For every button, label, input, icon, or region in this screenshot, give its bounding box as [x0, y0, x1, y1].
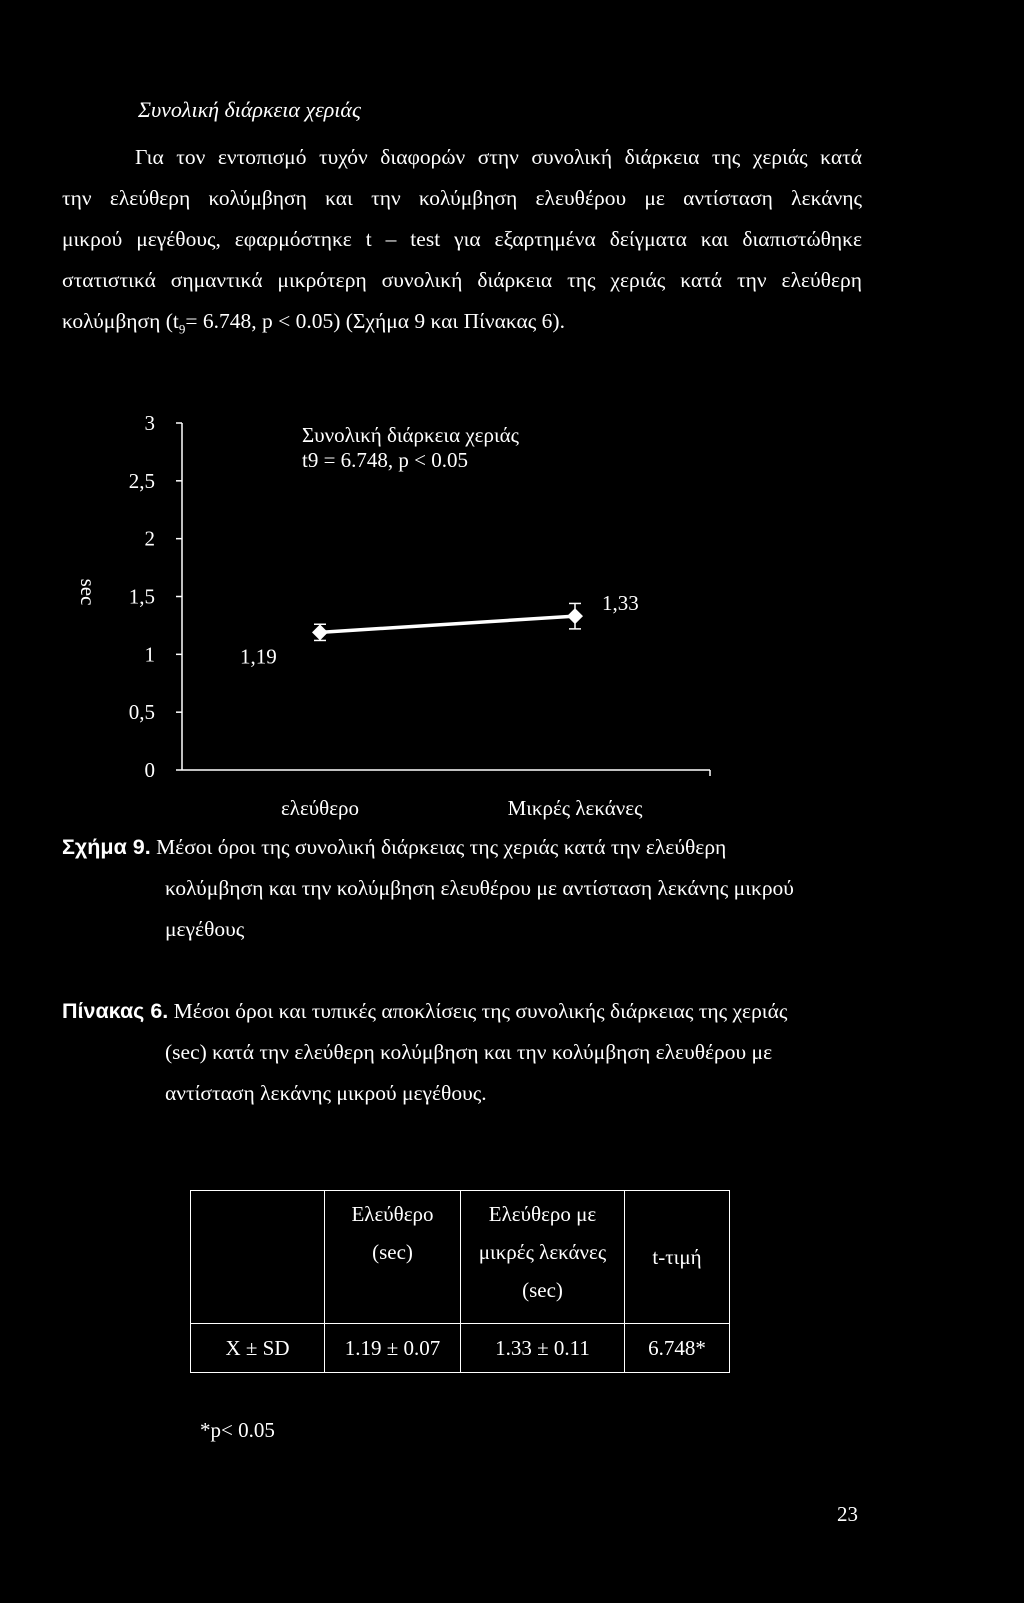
series-line [320, 616, 575, 632]
data-label: 1,33 [602, 591, 639, 616]
y-tick-label: 3 [144, 411, 155, 435]
y-tick-group [129, 411, 182, 782]
x-category-label: Μικρές λεκάνες [507, 796, 643, 820]
header-basins-cell: Ελεύθερο με μικρές λεκάνες (sec) [461, 1191, 625, 1324]
t-subscript: 9 [178, 321, 186, 337]
row-t-cell: 6.748* [625, 1324, 730, 1373]
header-free-cell: Ελεύθερο (sec) [325, 1191, 461, 1324]
row-label-cell: X ± SD [191, 1324, 325, 1373]
chart-marks [240, 591, 643, 820]
body-paragraph [62, 137, 862, 349]
table-footnote: *p< 0.05 [200, 1418, 275, 1442]
y-tick-label: 0 [144, 758, 155, 782]
results-table [190, 1190, 730, 1373]
page-number: 23 [837, 1502, 858, 1526]
y-tick-label: 2,5 [128, 468, 155, 493]
table-row [191, 1324, 730, 1373]
data-point [312, 624, 328, 640]
figure-caption-label: Σχήμα 9. [62, 835, 151, 859]
y-tick-label: 1,5 [128, 584, 155, 609]
row-basins-cell: 1.33 ± 0.11 [461, 1324, 625, 1373]
figure-caption [62, 827, 794, 950]
data-label: 1,19 [240, 644, 277, 669]
table-header-row [191, 1191, 730, 1324]
figure-caption-line: μεγέθους [165, 917, 245, 941]
figure-caption-line: κολύμβηση και την κολύμβηση ελευθέρου με αντίσταση λεκάνης μικρού [165, 876, 794, 900]
y-axis-label: sec [76, 578, 100, 606]
chart-subtitle: t9 = 6.748, p < 0.05 [302, 448, 469, 472]
paragraph-line: μικρού μεγέθους, εφαρμόστηκε t – test για εξαρτημένα δείγματα και διαπιστώθηκε [62, 227, 862, 251]
paragraph-line: την ελεύθερη κολύμβηση και την κολύμβηση ελευθέρου με αντίσταση λεκάνης [62, 186, 862, 210]
data-point [567, 608, 583, 624]
row-free-cell: 1.19 ± 0.07 [325, 1324, 461, 1373]
line-chart [0, 410, 1024, 820]
y-tick-label: 0,5 [128, 700, 155, 725]
chart-title: Συνολική διάρκεια χεριάς [302, 423, 519, 447]
table-caption [62, 991, 787, 1114]
header-empty-cell [191, 1191, 325, 1324]
table-caption-label: Πίνακας 6. [62, 999, 169, 1023]
table-caption-line: αντίσταση λεκάνης μικρού μεγέθους. [165, 1081, 487, 1105]
table-caption-line: (sec) κατά την ελεύθερη κολύμβηση και την κολύμβηση ελευθέρου με [165, 1040, 773, 1064]
section-title: Συνολική διάρκεια χεριάς [138, 97, 361, 122]
figure-caption-line: Μέσοι όροι της συνολική διάρκειας της χεριάς κατά την ελεύθερη [156, 835, 727, 859]
header-t-cell: t-τιμή [625, 1191, 730, 1324]
paragraph-line: Για τον εντοπισμό τυχόν διαφορών στην συνολική διάρκεια της χεριάς κατά [135, 145, 862, 169]
paragraph-line: στατιστικά σημαντικά μικρότερη συνολική διάρκεια της χεριάς κατά την ελεύθερη [62, 268, 862, 292]
table-caption-line: Μέσοι όροι και τυπικές αποκλίσεις της συνολικής διάρκειας της χεριάς [173, 999, 788, 1023]
y-tick-label: 1 [144, 642, 155, 667]
y-tick-label: 2 [144, 526, 155, 551]
paragraph-last-line: κολύμβηση ($t_9= 6.748$, p < 0.05) (Σχήμα 9 και Πίνακας 6). [62, 309, 565, 337]
x-category-label: ελεύθερο [280, 796, 360, 820]
